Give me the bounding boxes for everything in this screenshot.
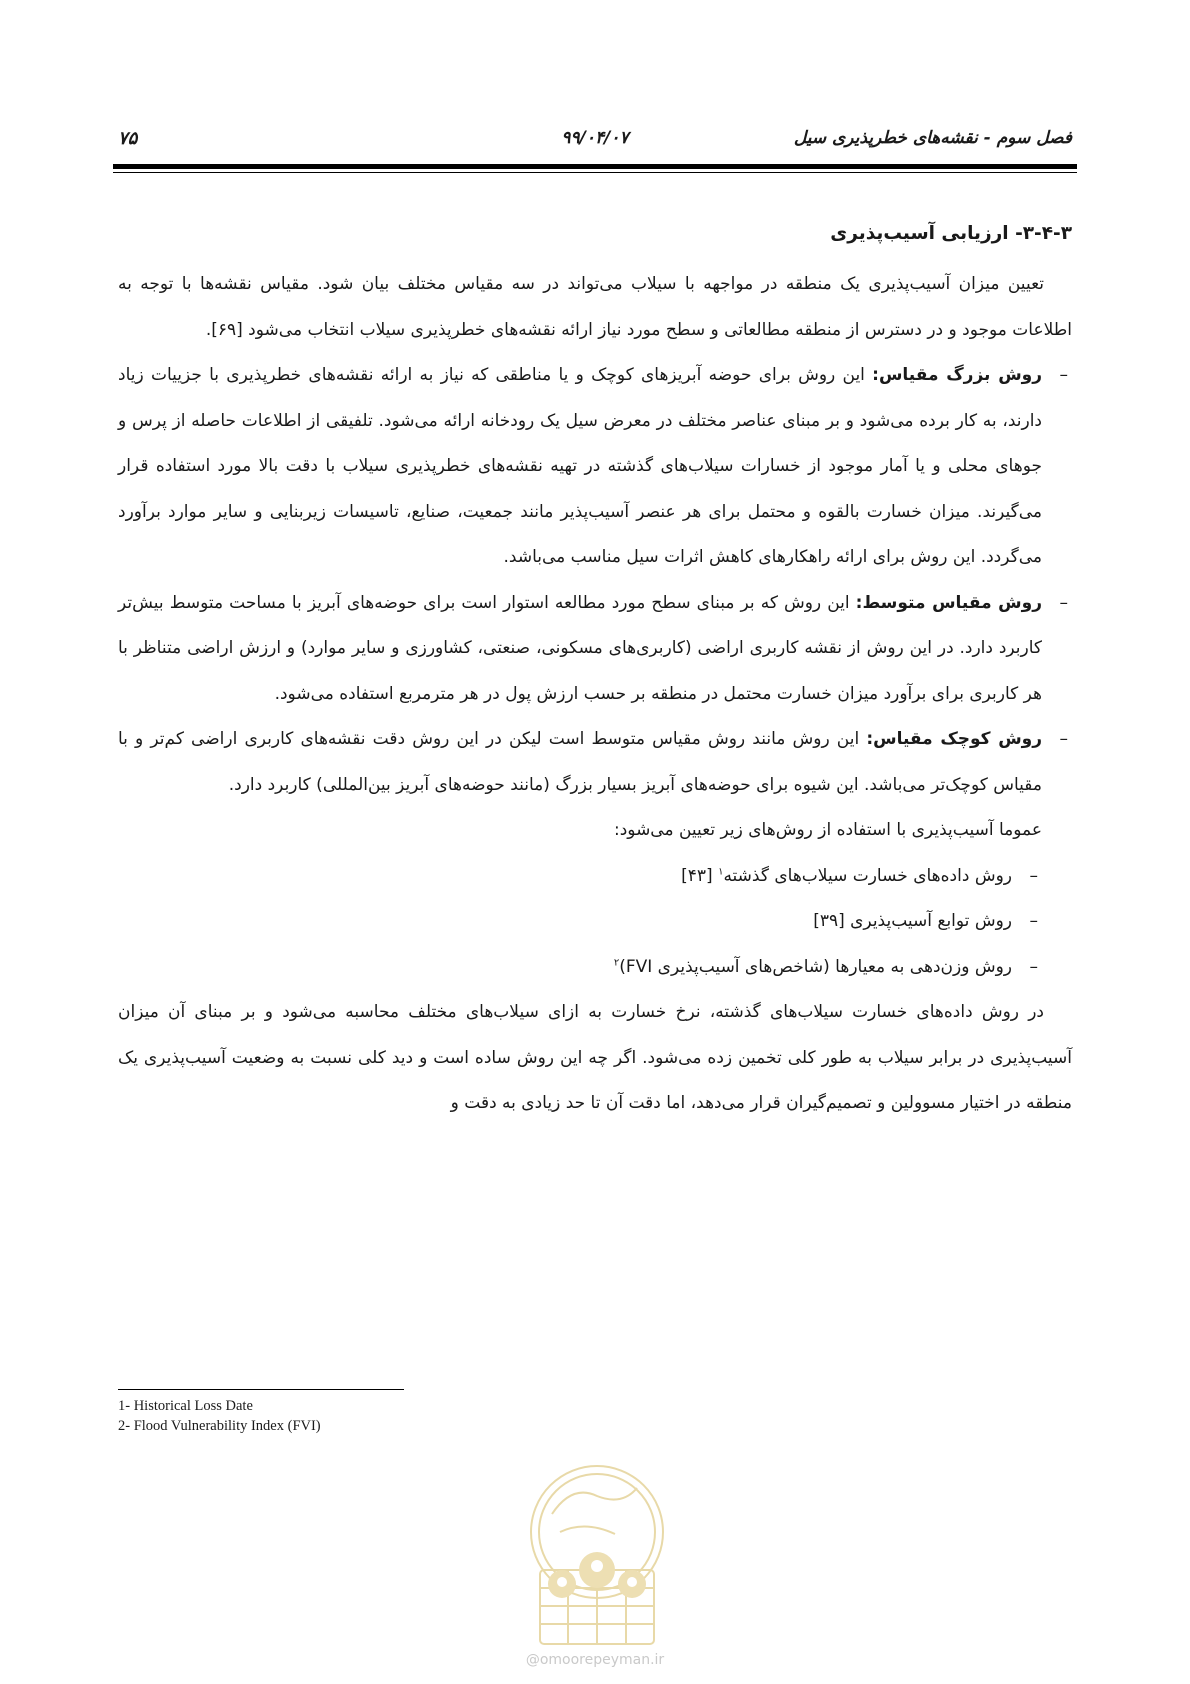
approach-text: روش توابع آسیب‌پذیری [۳۹] xyxy=(813,911,1012,931)
header-rule-thick xyxy=(113,164,1077,169)
method-text: این روش برای حوضه آبریزهای کوچک و یا مناطقی که نیاز به ارائه نقشه‌های خطرپذیری با جزییات زیاد دارند، به کار برده می‌شود و بر مبنای عناصر مختلف در معرض سیل یک رودخانه ارائه می‌شود. تلفیقی از اطلاعات حاصله از پرس و جوهای محلی و یا آمار موجود از خسارات سیلاب‌های گذشته در تهیه نقشه‌های خطرپذیری سیلاب با دقت بالا مورد استفاده قرار می‌گیرند. میزان خسارت بالقوه و محتمل برای هر عنصر آسیب‌پذیر مانند جمعیت، صنایع، تاسیسات زیربنایی و سایر موارد برآورد می‌گردد. این روش برای ارائه راهکارهای کاهش اثرات سیل مناسب می‌باشد. xyxy=(118,365,1042,567)
list-item xyxy=(118,945,1012,991)
closing-paragraph: در روش داده‌های خسارت سیلاب‌های گذشته، نرخ خسارت به ازای سیلاب‌های مختلف محاسبه می‌شود و بر مبنای آن میزان آسیب‌پذیری در برابر سیلاب به طور کلی تخمین زده می‌شود. اگر چه این روش ساده است و دید کلی نسبت به وضعیت آسیب‌پذیری یک منطقه در اختیار مسوولین و تصمیم‌گیران قرار می‌دهد، اما دقت آن تا حد زیادی به دقت و xyxy=(118,1002,1072,1113)
list-item xyxy=(118,581,1042,718)
approach-text: روش وزن‌دهی به معیارها (شاخص‌های آسیب‌پذیری FVI) xyxy=(619,956,1012,977)
page-number: ۷۵ xyxy=(118,128,138,149)
footnote-mark: ۱ xyxy=(718,865,724,877)
header-date: ۹۹/۰۴/۰۷ xyxy=(561,128,629,148)
section-title: ۳-۴-۳- ارزیابی آسیب‌پذیری xyxy=(830,223,1072,244)
footnote: 2- Flood Vulnerability Index (FVI) xyxy=(118,1418,321,1434)
approach-ref: [۴۳] xyxy=(681,865,719,886)
footnote: 1- Historical Loss Date xyxy=(118,1398,253,1414)
watermark-site: @omoorepeyman.ir xyxy=(525,1652,665,1668)
list-item xyxy=(118,899,1012,945)
footnote-mark: ۲ xyxy=(613,956,620,968)
method-term: روش کوچک مقیاس: xyxy=(866,729,1043,749)
method-text: این روش مانند روش مقیاس متوسط است لیکن در این روش دقت نقشه‌های کاربری اراضی کم‌تر و با مقیاس کوچک‌تر می‌باشد. این شیوه برای حوضه‌های آبریز بسیار بزرگ (مانند حوضه‌های آبریز بین‌المللی) کاربرد دارد. xyxy=(118,729,1042,795)
list-item xyxy=(118,717,1042,808)
method-term: روش مقیاس متوسط: xyxy=(855,592,1042,613)
method-term: روش بزرگ مقیاس: xyxy=(872,365,1043,385)
running-header xyxy=(118,128,1072,158)
watermark-seal xyxy=(512,1462,682,1662)
approaches-intro: عموما آسیب‌پذیری با استفاده از روش‌های زیر تعیین می‌شود: xyxy=(613,820,1042,840)
list-item xyxy=(118,353,1042,581)
scale-methods-list xyxy=(118,353,1072,808)
intro-paragraph: تعیین میزان آسیب‌پذیری یک منطقه در مواجهه با سیلاب می‌تواند در سه مقیاس مختلف بیان شود. مقیاس نقشه‌ها با توجه به اطلاعات موجود و در دسترس از منطقه مطالعاتی و سطح مورد نیاز ارائه نقشه‌های خطرپذیری سیلاب انتخاب می‌شود [۶۹]. xyxy=(118,274,1072,340)
seal-icon xyxy=(512,1462,682,1652)
header-rule-thin xyxy=(113,172,1077,173)
footnote-rule xyxy=(118,1389,404,1390)
footnotes xyxy=(118,1396,321,1436)
page-body xyxy=(118,210,1072,1127)
approach-text: روش داده‌های خسارت سیلاب‌های گذشته xyxy=(723,865,1012,886)
method-text: این روش که بر مبنای سطح مورد مطالعه استوار است برای حوضه‌های آبریز با مساحت متوسط بیش‌تر کاربرد دارد. در این روش از نقشه کاربری اراضی (کاربری‌های مسکونی، صنعتی، کشاورزی و سایر موارد) و ارزش اراضی متناظر با هر کاربری برای برآورد میزان خسارت محتمل در منطقه بر حسب ارزش پول در هر مترمربع استفاده می‌شود. xyxy=(118,592,1042,704)
list-item xyxy=(118,854,1012,900)
approaches-list xyxy=(118,854,1072,991)
chapter-title: فصل سوم - نقشه‌های خطرپذیری سیل xyxy=(793,128,1072,148)
